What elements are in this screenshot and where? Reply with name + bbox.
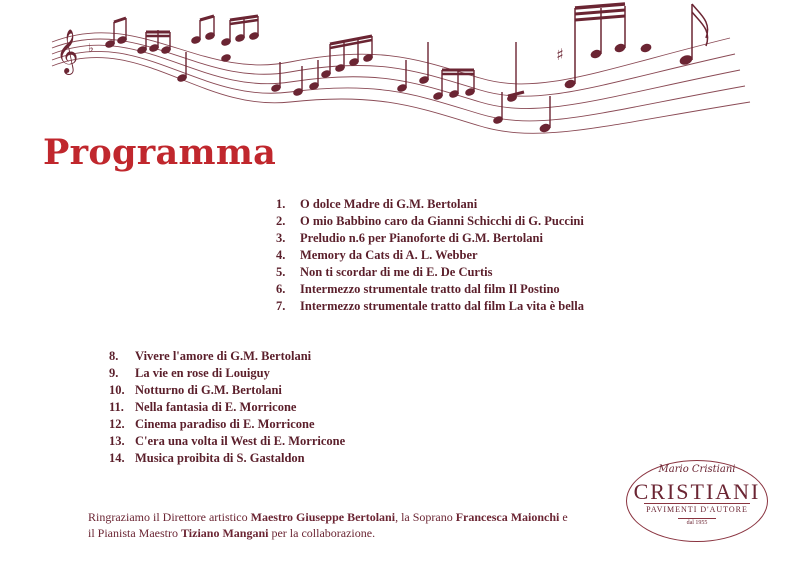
svg-text:♭: ♭ [88,41,94,55]
svg-text:♯: ♯ [556,45,564,64]
item-title: Preludio n.6 per Pianoforte di G.M. Bertolani [300,231,543,245]
item-title: Memory da Cats di A. L. Webber [300,248,478,262]
item-number: 7. [276,299,286,313]
program-item [276,230,584,247]
item-title: Non ti scordar di me di E. De Curtis [300,265,493,279]
program-item [109,433,345,450]
item-number: 10. [109,383,125,397]
item-number: 8. [109,349,119,363]
thanks-text: per la collaborazione. [268,526,376,540]
program-list-part2 [109,348,345,467]
program-item [276,213,584,230]
item-title: Intermezzo strumentale tratto dal film La vita è bella [300,299,584,313]
program-list-part1 [276,196,584,315]
item-number: 1. [276,197,286,211]
program-item [276,264,584,281]
page-title: Programma [43,132,277,173]
thanks-text: e [559,510,568,524]
item-number: 4. [276,248,286,262]
program-item [109,450,345,467]
item-title: Musica proibita di S. Gastaldon [135,451,305,465]
item-number: 2. [276,214,286,228]
soprano-name: Francesca Maionchi [455,510,560,524]
cristiani-logo [626,460,768,542]
program-item [276,281,584,298]
program-item [109,365,345,382]
logo-signature: Mario Cristiani [658,464,736,475]
logo-divider [678,518,716,519]
program-item [276,298,584,315]
item-title: La vie en rose di Louiguy [135,366,270,380]
pianist-name: Tiziano Mangani [181,526,269,540]
logo-since: dal 1955 [686,520,708,526]
item-number: 14. [109,451,125,465]
program-item [109,382,345,399]
item-title: O mio Babbino caro da Gianni Schicchi di G. Puccini [300,214,584,228]
item-number: 13. [109,434,125,448]
treble-clef-icon [56,29,78,75]
item-number: 12. [109,417,125,431]
logo-divider [644,503,750,504]
item-number: 9. [109,366,119,380]
item-title: O dolce Madre di G.M. Bertolani [300,197,478,211]
item-number: 11. [109,400,124,414]
program-item [109,348,345,365]
program-item [109,399,345,416]
svg-text:𝄞: 𝄞 [56,29,79,73]
item-number: 6. [276,282,286,296]
director-name: Maestro Giuseppe Bertolani [250,510,396,524]
thanks-text: Ringraziamo il Direttore artistico [88,510,251,524]
item-title: Intermezzo strumentale tratto dal film Il Postino [300,282,560,296]
acknowledgements [88,509,568,541]
thanks-text: , la Soprano [395,510,456,524]
program-item [276,196,584,213]
logo-tagline: PAVIMENTI D'AUTORE [646,505,748,514]
item-title: Cinema paradiso di E. Morricone [135,417,315,431]
item-title: Notturno di G.M. Bertolani [135,383,282,397]
program-item [109,416,345,433]
thanks-text: il Pianista Maestro [88,526,181,540]
program-item [276,247,584,264]
item-title: Vivere l'amore di G.M. Bertolani [135,349,312,363]
item-number: 3. [276,231,286,245]
item-title: Nella fantasia di E. Morricone [135,400,297,414]
logo-brand: CRISTIANI [633,479,761,504]
item-title: C'era una volta il West di E. Morricone [135,434,346,448]
item-number: 5. [276,265,286,279]
